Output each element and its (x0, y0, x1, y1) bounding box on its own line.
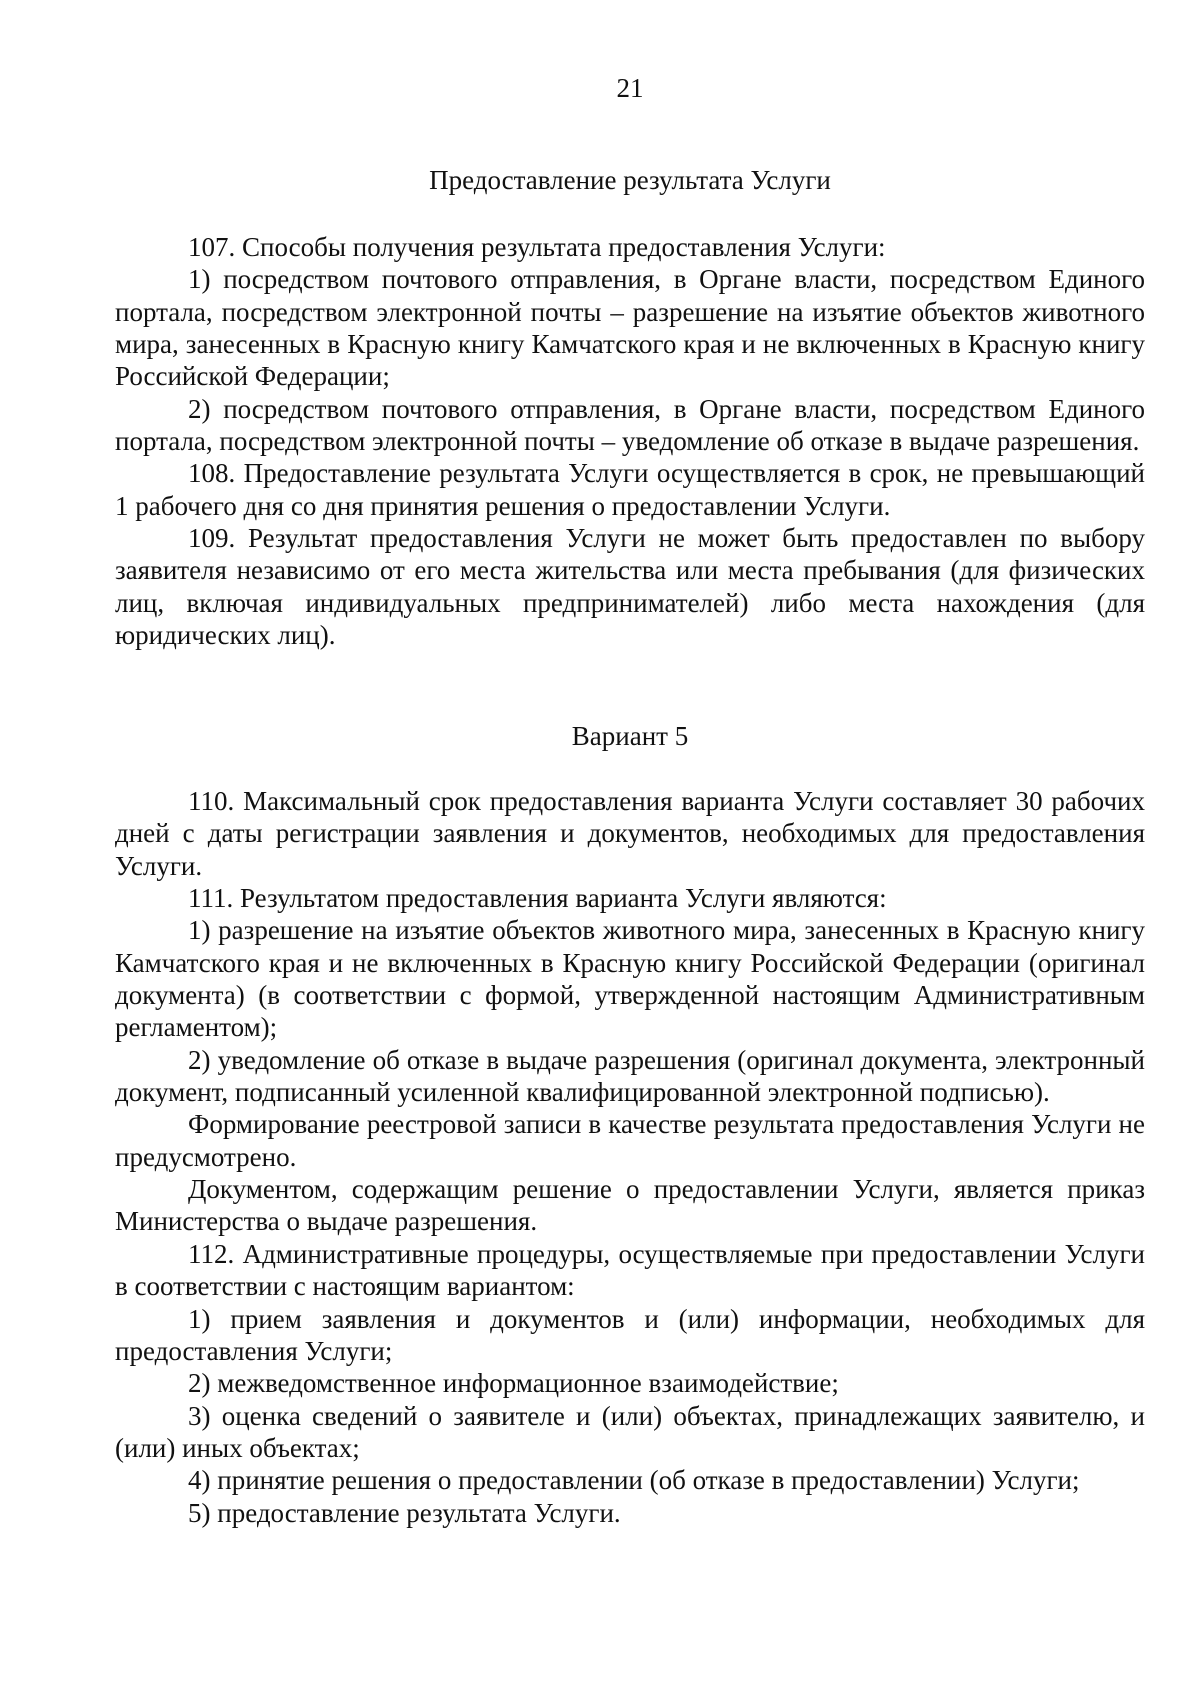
paragraph-108: 108. Предоставление результата Услуги осуществляется в срок, не превышающий 1 рабочего дня со дня принятия решения о предоставлении Услуги. (115, 458, 1145, 521)
section-body (115, 231, 1145, 651)
paragraph-112-item-3: 3) оценка сведений о заявителе и (или) объектах, принадлежащих заявителю, и (или) иных объектах; (115, 1400, 1145, 1463)
paragraph-111-item-2: 2) уведомление об отказе в выдаче разрешения (оригинал документа, электронный документ, подписанный усиленной квалифицированной электронной подписью). (115, 1044, 1145, 1108)
paragraph-112-item-4: 4) принятие решения о предоставлении (об отказе в предоставлении) Услуги; (188, 1465, 1080, 1496)
paragraph-111-item-1: 1) разрешение на изъятие объектов животного мира, занесенных в Красную книгу Камчатского края и не включенных в Красную книгу Российской Федерации (оригинал документа) (в соответствии с формой, утвержденной настоящим Административным регламентом); (115, 915, 1145, 1043)
paragraph-107-item-1: 1) посредством почтового отправления, в Органе власти, посредством Единого портала, посредством электронной почты – разрешение на изъятие объектов животного мира, занесенных в Красную книгу Камчатского края и не включенных в Красную книгу Российской Федерации; (115, 264, 1145, 392)
section-heading: Предоставление результата Услуги (429, 165, 831, 195)
paragraph-decision-document: Документом, содержащим решение о предоставлении Услуги, является приказ Министерства о выдаче разрешения. (115, 1174, 1145, 1237)
variant-heading: Вариант 5 (571, 721, 689, 751)
paragraph-107-item-2: 2) посредством почтового отправления, в Органе власти, посредством Единого портала, посредством электронной почты – уведомление об отказе в выдаче разрешения. (115, 393, 1145, 457)
paragraph-111: 111. Результатом предоставления варианта Услуги являются: (188, 883, 887, 914)
paragraph-109: 109. Результат предоставления Услуги не может быть предоставлен по выбору заявителя независимо от его места жительства или места пребывания (для физических лиц, включая индивидуальных предпринимателей) либо места нахождения (для юридических лиц). (115, 523, 1145, 651)
page-number: 21 (616, 73, 644, 103)
paragraph-112: 112. Административные процедуры, осуществляемые при предоставлении Услуги в соответствии с настоящим вариантом: (115, 1238, 1145, 1302)
paragraph-107: 107. Способы получения результата предоставления Услуги: (188, 232, 886, 262)
paragraph-112-item-1: 1) прием заявления и документов и (или) информации, необходимых для предоставления Услуги; (115, 1303, 1145, 1366)
paragraph-registry-note: Формирование реестровой записи в качестве результата предоставления Услуги не предусмотрено. (115, 1109, 1145, 1172)
paragraph-110: 110. Максимальный срок предоставления варианта Услуги составляет 30 рабочих дней с даты регистрации заявления и документов, необходимых для предоставления Услуги. (115, 786, 1145, 881)
variant-body (115, 785, 1145, 1529)
paragraph-112-item-2: 2) межведомственное информационное взаимодействие; (188, 1368, 839, 1399)
paragraph-112-item-5: 5) предоставление результата Услуги. (188, 1497, 621, 1528)
